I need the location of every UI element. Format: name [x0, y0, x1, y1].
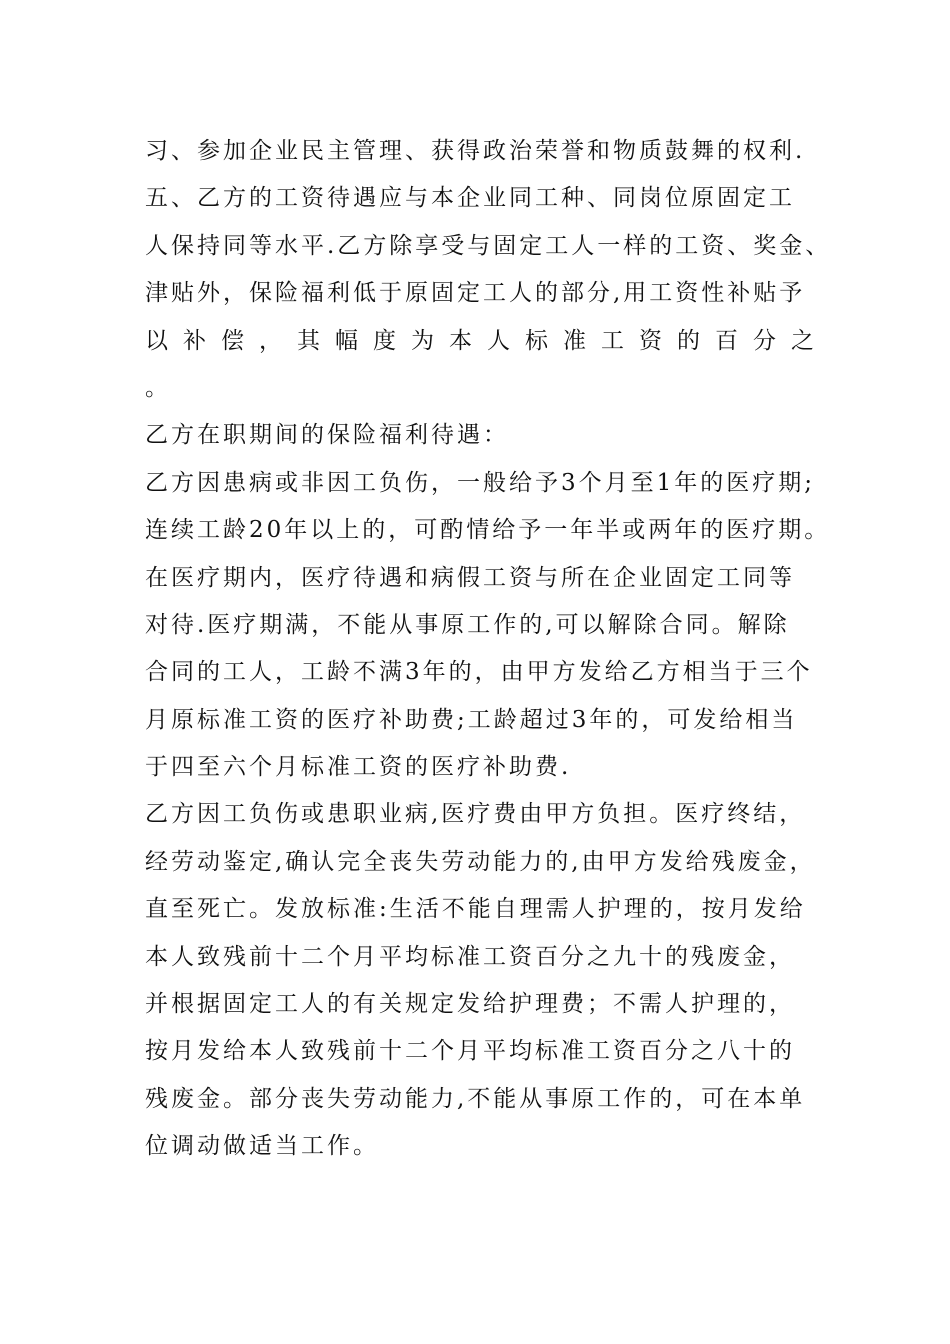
- text-line: 位调动做适当工作。: [145, 1133, 379, 1160]
- text-line: 连续工龄20年以上的，可酌情给予一年半或两年的医疗期。: [145, 517, 831, 544]
- text-line: 乙方因患病或非因工负伤，一般给予3个月至1年的医疗期;: [145, 469, 816, 496]
- text-line: 津贴外，保险福利低于原固定工人的部分,用工资性补贴予: [145, 280, 806, 307]
- text-line: 合同的工人，工龄不满3年的，由甲方发给乙方相当于三个: [145, 659, 813, 686]
- text-line: 乙方因工负伤或患职业病,医疗费由甲方负担。医疗终结，: [145, 801, 806, 828]
- text-line: 人保持同等水平.乙方除享受与固定工人一样的工资、奖金、: [145, 232, 832, 259]
- text-line: 直至死亡。发放标准:生活不能自理需人护理的，按月发给: [145, 896, 806, 923]
- text-line: 残废金。部分丧失劳动能力,不能从事原工作的，可在本单: [145, 1085, 806, 1112]
- text-line: 五、乙方的工资待遇应与本企业同工种、同岗位原固定工: [145, 185, 795, 212]
- text-line: 。: [145, 374, 171, 401]
- text-line: 本人致残前十二个月平均标准工资百分之九十的残废金，: [145, 943, 795, 970]
- text-line: 按月发给本人致残前十二个月平均标准工资百分之八十的: [145, 1038, 795, 1065]
- text-line: 乙方在职期间的保险福利待遇：: [145, 422, 509, 449]
- text-line: 在医疗期内，医疗待遇和病假工资与所在企业固定工同等: [145, 564, 795, 591]
- text-line: 习、参加企业民主管理、获得政治荣誉和物质鼓舞的权利.: [145, 138, 806, 164]
- document-body: [145, 128, 835, 1171]
- text-line-justified: 以补偿，其幅度为本人标准工资的百分之: [145, 327, 829, 354]
- text-line: 月原标准工资的医疗补助费;工龄超过3年的，可发给相当: [145, 706, 798, 733]
- text-line: 经劳动鉴定,确认完全丧失劳动能力的,由甲方发给残废金，: [145, 848, 816, 875]
- text-line: 对待.医疗期满，不能从事原工作的,可以解除合同。解除: [145, 611, 790, 638]
- text-line: 于四至六个月标准工资的医疗补助费.: [145, 754, 572, 781]
- text-line: 并根据固定工人的有关规定发给护理费；不需人护理的，: [145, 991, 795, 1018]
